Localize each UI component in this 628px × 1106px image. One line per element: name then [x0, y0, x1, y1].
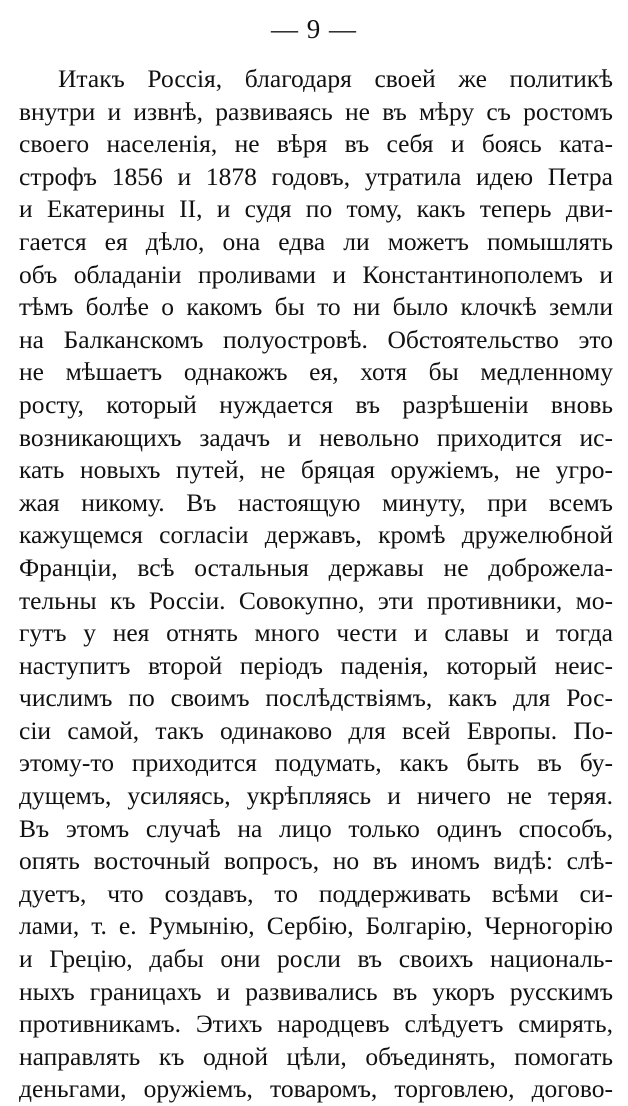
text-line: Въ этомъ случаѣ на лицо только одинъ способъ, — [19, 813, 613, 843]
text-line: на Балканскомъ полуостровѣ. Обстоятельство это — [19, 324, 613, 354]
text-line: гается ея дѣло, она едва ли можетъ помышлять — [19, 226, 613, 256]
text-line: Франціи, всѣ остальныя державы не доброжела- — [19, 552, 613, 582]
text-line: жая никому. Въ настоящую минуту, при всемъ — [19, 487, 613, 517]
text-line: не мѣшаетъ однакожъ ея, хотя бы медленному — [19, 357, 613, 387]
text-line: объ обладаніи проливами и Константинополемъ и — [19, 259, 613, 289]
text-line: тельны къ Россіи. Совокупно, эти противники, мо- — [19, 585, 613, 615]
text-line: кажущемся согласіи державъ, кромѣ дружелюбной — [19, 520, 613, 550]
body-paragraph — [19, 63, 613, 1106]
text-line: направлять къ одной цѣли, объединять, помогать — [19, 1041, 613, 1071]
text-line: строфъ 1856 и 1878 годовъ, утратила идею Петра — [19, 161, 613, 191]
text-line: числимъ по своимъ послѣдствіямъ, какъ для Рос- — [19, 683, 613, 713]
text-line: и Екатерины II, и судя по тому, какъ теперь дви- — [19, 194, 613, 224]
text-line: Итакъ Россія, благодаря своей же политикѣ — [58, 64, 613, 93]
text-line: наступитъ второй періодъ паденія, который неис- — [19, 650, 613, 680]
text-line: росту, который нуждается въ разрѣшеніи вновь — [19, 389, 613, 419]
text-line: лами, т. е. Румынію, Сербію, Болгарію, Черногорію — [19, 911, 613, 941]
page-number: — 9 — — [271, 14, 357, 44]
text-line: кать новыхъ путей, не бряцая оружіемъ, не угро- — [19, 455, 613, 485]
text-line: деньгами, оружіемъ, товаромъ, торговлею, догово- — [19, 1074, 613, 1104]
text-line: тѣмъ болѣе о какомъ бы то ни было клочкѣ земли — [19, 292, 613, 322]
text-line: противникамъ. Этихъ народцевъ слѣдуетъ смирять, — [19, 1009, 613, 1039]
text-line: дущемъ, усиляясь, укрѣпляясь и ничего не теряя. — [19, 781, 613, 811]
text-line: дуетъ, что создавъ, то поддерживать всѣми си- — [19, 878, 613, 908]
text-line: опять восточный вопросъ, но въ иномъ видѣ: слѣ- — [19, 846, 613, 876]
text-line: возникающихъ задачъ и невольно приходится ис- — [19, 422, 613, 452]
text-line: и Грецію, дабы они росли въ своихъ националь- — [19, 944, 613, 974]
text-line: ныхъ границахъ и развивались въ укоръ русскимъ — [19, 976, 613, 1006]
text-line: внутри и извнѣ, развиваясь не въ мѣру съ ростомъ — [19, 96, 613, 126]
text-line: своего населенія, не вѣря въ себя и боясь ката- — [19, 129, 613, 159]
text-line: гутъ у нея отнять много чести и славы и тогда — [19, 618, 613, 648]
text-line: этому-то приходится подумать, какъ быть въ бу- — [19, 748, 613, 778]
text-line: сіи самой, такъ одинаково для всей Европы. По- — [19, 715, 613, 745]
